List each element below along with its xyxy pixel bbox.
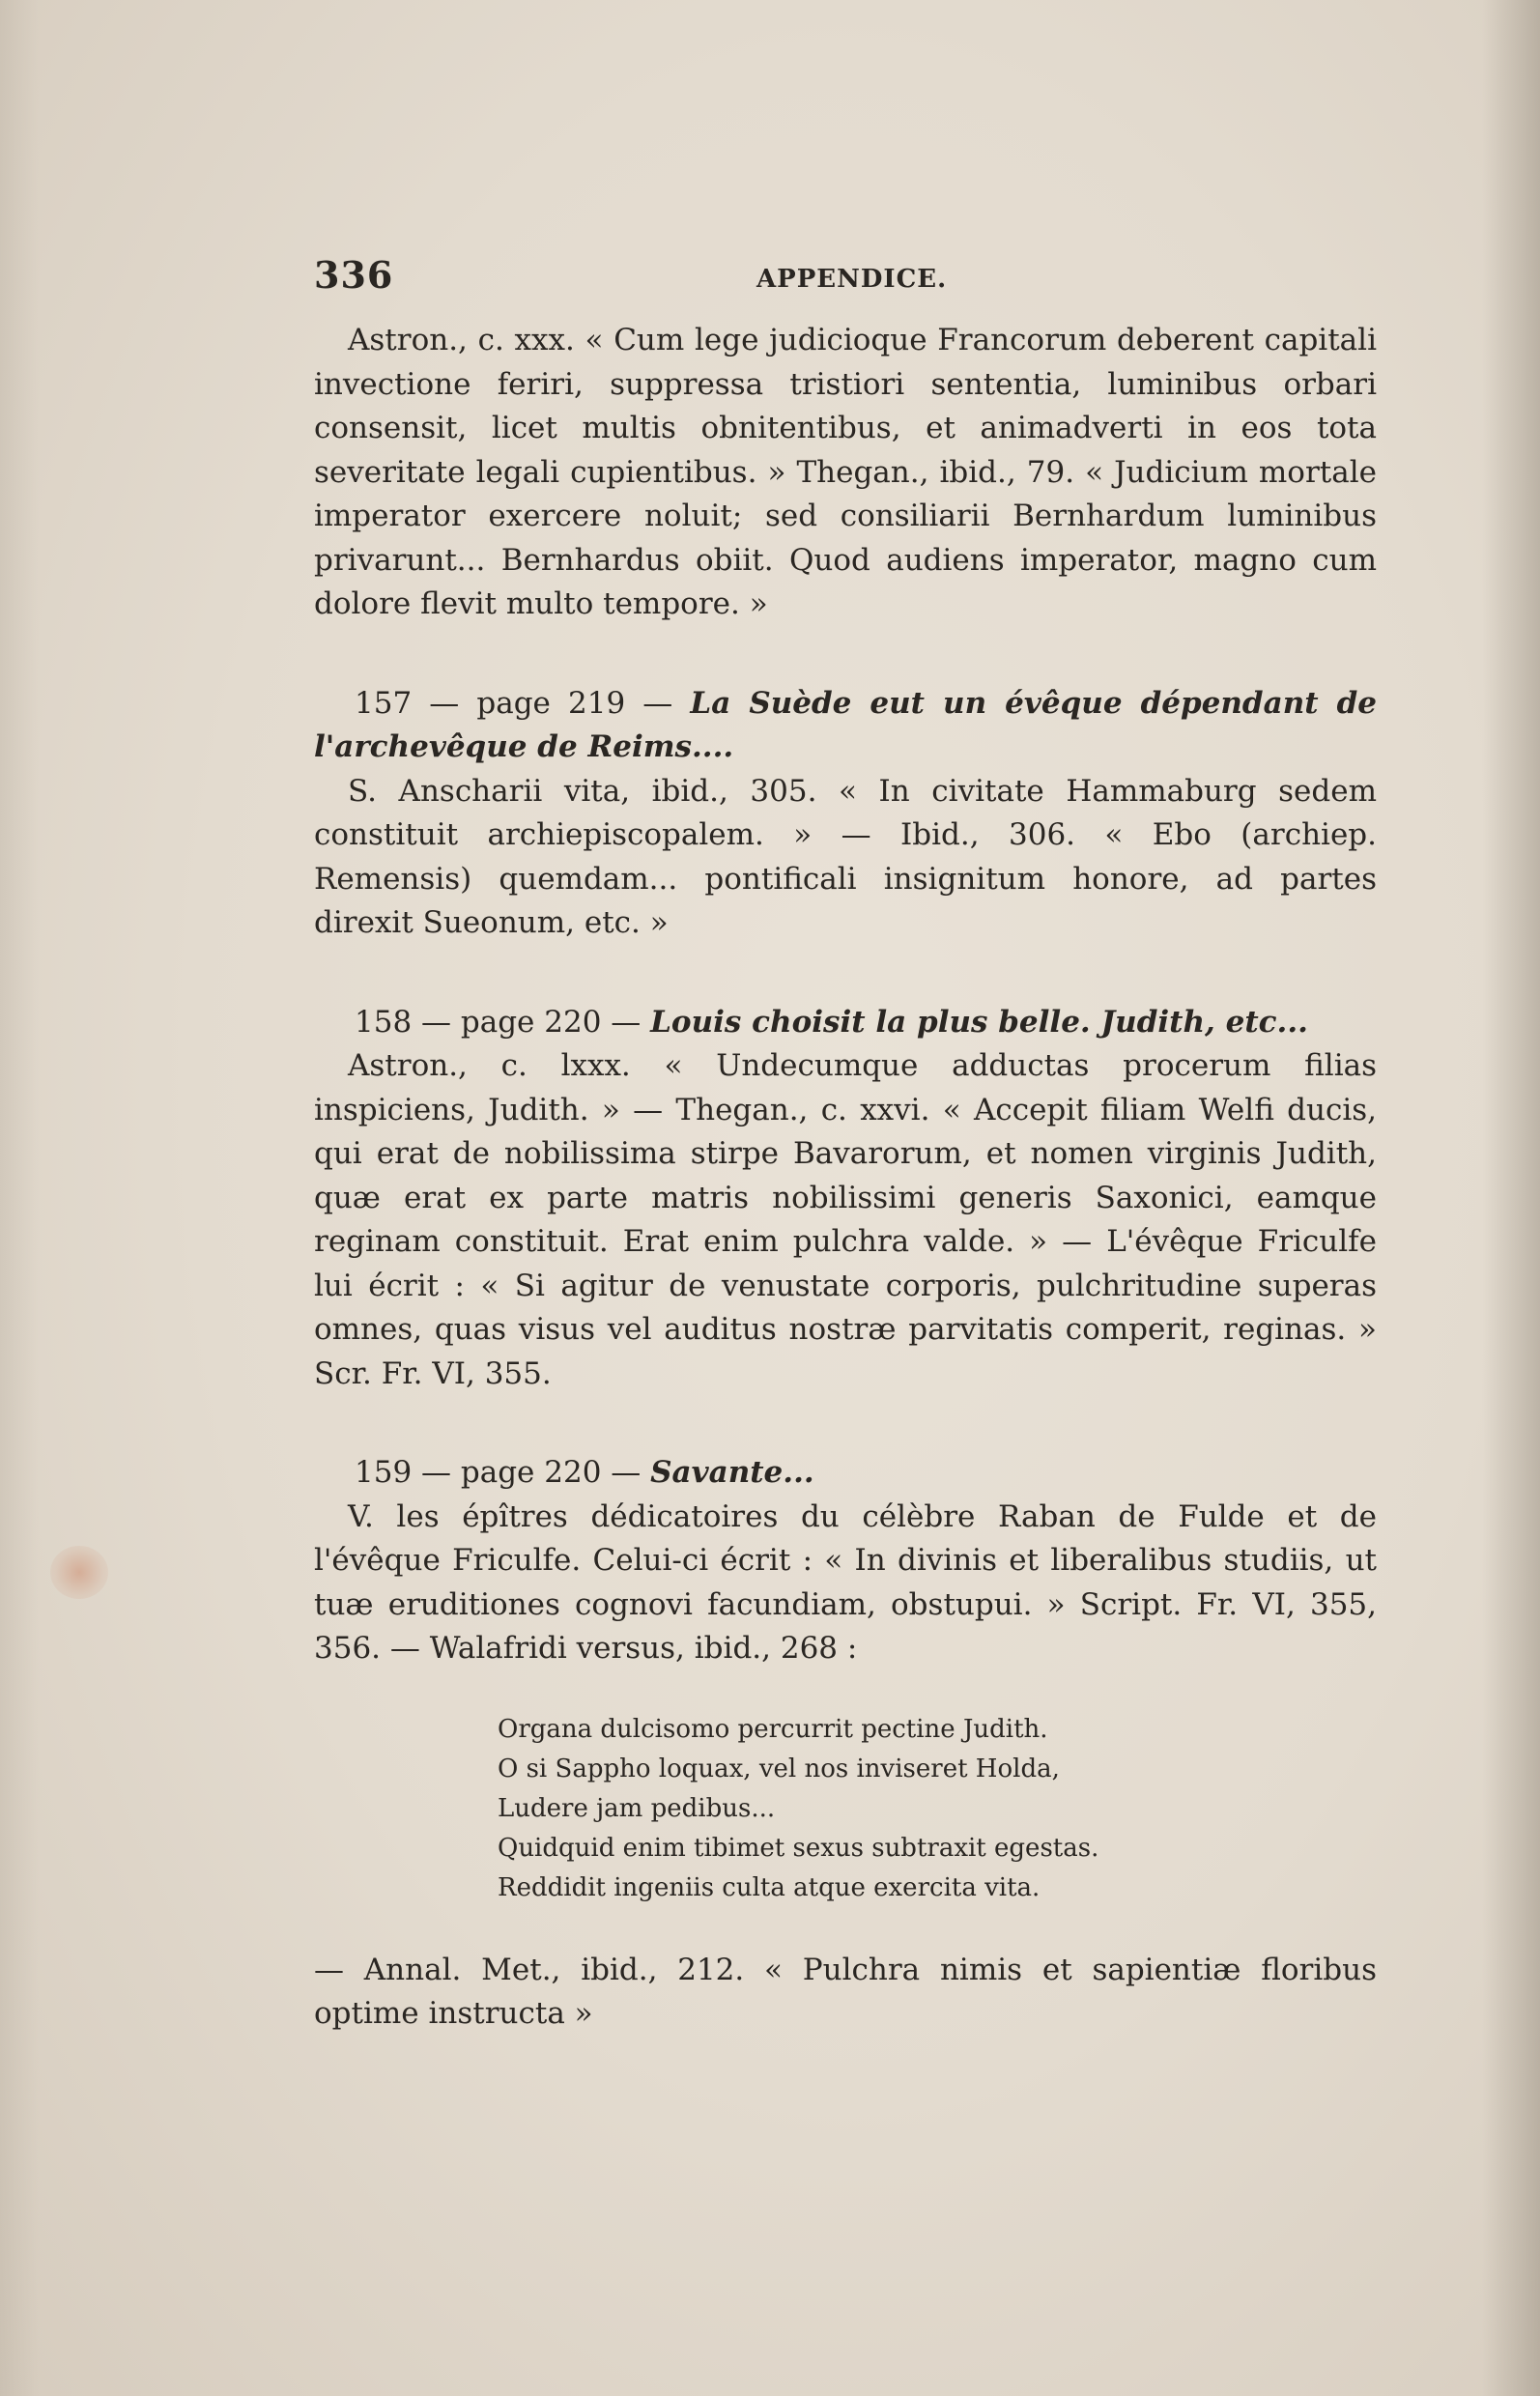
note-title: La Suède eut un évêque dépendant de l'archevêque de Reims....	[314, 685, 1377, 764]
verse-line: Reddidit ingeniis culta atque exercita vita.	[498, 1872, 1041, 1902]
running-header	[314, 253, 1377, 301]
verse-quotation	[498, 1710, 1377, 1908]
note-heading	[314, 1451, 1377, 1496]
opening-paragraph: Astron., c. xxx. « Cum lege judicioque Francorum deberent capitali invectione feriri, suppressa tristiori sententia, luminibus orbari consensit, licet multis obnitentibus, et animadverti in eos tota severitate legali cupientibus. » Thegan., ibid., 79. « Judicium mortale imperator exercere noluit; sed consiliarii Bernhardum luminibus privarunt... Bernhardus obiit. Quod audiens imperator, magno cum dolore flevit multo tempore. »	[314, 323, 1377, 621]
note-body: S. Anscharii vita, ibid., 305. « In civitate Hammaburg sedem constituit archiepiscopalem. » — Ibid., 306. « Ebo (archiep. Remensis) quemdam... pontificali insignitum honore, ad partes direxit Sueonum, etc. »	[314, 773, 1377, 940]
page-number: 336	[314, 253, 394, 297]
paper-stain	[50, 1546, 108, 1599]
note-158	[314, 1001, 1377, 1397]
note-reference: 159 — page 220 —	[355, 1455, 651, 1490]
section-gap	[314, 627, 1377, 682]
section-gap	[314, 946, 1377, 1001]
page-body	[314, 319, 1377, 2037]
note-body: V. les épîtres dédicatoires du célèbre Raban de Fulde et de l'évêque Friculfe. Celui-ci écrit : « In divinis et liberalibus studiis, ut tuæ eruditiones cognovi facundiam, obstupui. » Script. Fr. VI, 355, 356. — Walafridi versus, ibid., 268 :	[314, 1498, 1377, 1666]
note-heading	[314, 1001, 1377, 1045]
closing-paragraph: — Annal. Met., ibid., 212. « Pulchra nimis et sapientiæ floribus optime instructa »	[314, 1952, 1377, 2031]
note-title: Savante...	[650, 1455, 814, 1490]
note-heading	[314, 682, 1377, 770]
verse-line: Ludere jam pedibus...	[498, 1793, 776, 1823]
verse-line: Organa dulcisomo percurrit pectine Judith.	[498, 1714, 1048, 1744]
note-reference: 158 — page 220 —	[355, 1004, 651, 1040]
page-shadow-left	[0, 0, 39, 2396]
verse-line: O si Sappho loquax, vel nos inviseret Holda,	[498, 1754, 1060, 1783]
section-gap	[314, 1396, 1377, 1451]
note-body: Astron., c. lxxx. « Undecumque adductas procerum filias inspiciens, Judith. » — Thegan., c. xxvi. « Accepit filiam Welfi ducis, qui erat de nobilissima stirpe Bavarorum, et nomen virginis Judith, quæ erat ex parte matris nobilissimi generis Saxonici, eamque reginam constituit. Erat enim pulchra valde. » — L'évêque Friculfe lui écrit : « Si agitur de venustate corporis, pulchritudine superas omnes, quas visus vel auditus nostræ parvitatis comperit, reginas. » Scr. Fr. VI, 355.	[314, 1048, 1377, 1391]
page-shadow-right	[1482, 0, 1540, 2396]
verse-line: Quidquid enim tibimet sexus subtraxit egestas.	[498, 1833, 1099, 1863]
note-159	[314, 1451, 1377, 1671]
note-title: Louis choisit la plus belle. Judith, etc...	[650, 1004, 1308, 1040]
running-title: APPENDICE.	[756, 265, 948, 294]
note-reference: 157 — page 219 —	[355, 685, 691, 721]
note-157	[314, 682, 1377, 946]
